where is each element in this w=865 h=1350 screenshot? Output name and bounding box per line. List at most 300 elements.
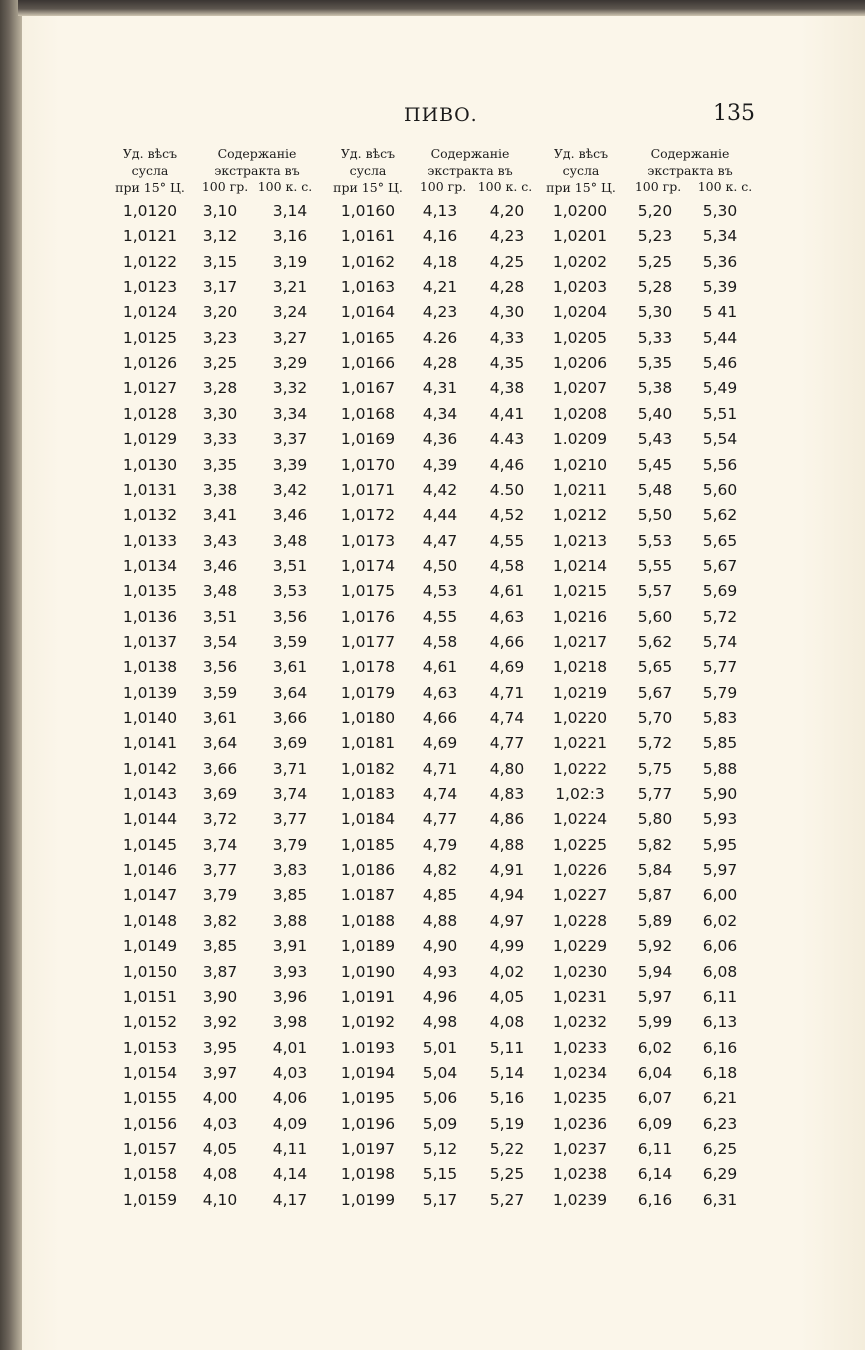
table-row	[0, 785, 865, 810]
table-row	[0, 405, 865, 430]
cell-ekstrakt-100gr-1: 3,72	[202, 810, 238, 829]
cell-ud-ves-1: 1,0138	[122, 658, 178, 677]
cell-ud-ves-3: 1.0209	[552, 430, 608, 449]
cell-ekstrakt-100ks-2: 4,28	[489, 278, 525, 297]
cell-ud-ves-1: 1,0155	[122, 1089, 178, 1108]
cell-ud-ves-2: 1,0160	[340, 202, 396, 220]
cell-ekstrakt-100gr-3: 6,07	[637, 1089, 673, 1108]
cell-ud-ves-2: 1,0169	[340, 430, 396, 449]
cell-ud-ves-3: 1,0211	[552, 480, 608, 499]
cell-ekstrakt-100ks-3: 5,44	[702, 328, 738, 347]
cell-ekstrakt-100gr-2: 4,28	[422, 354, 458, 373]
cell-ud-ves-1: 1,0150	[122, 962, 178, 981]
cell-ekstrakt-100ks-2: 4,55	[489, 531, 525, 550]
table-row	[0, 886, 865, 911]
cell-ud-ves-3: 1,0221	[552, 734, 608, 753]
cell-ekstrakt-100ks-3: 6,02	[702, 911, 738, 930]
cell-ekstrakt-100gr-3: 5,25	[637, 252, 673, 271]
cell-ekstrakt-100gr-3: 5,33	[637, 328, 673, 347]
cell-ekstrakt-100ks-2: 5,14	[489, 1063, 525, 1082]
table-row	[0, 658, 865, 683]
cell-ud-ves-2: 1,0189	[340, 937, 396, 956]
cell-ekstrakt-100gr-1: 3,69	[202, 785, 238, 804]
table-row	[0, 633, 865, 658]
cell-ekstrakt-100ks-3: 5,36	[702, 252, 738, 271]
cell-ud-ves-1: 1,0136	[122, 607, 178, 626]
table-row	[0, 963, 865, 988]
table-row	[0, 836, 865, 861]
cell-ud-ves-3: 1,0225	[552, 835, 608, 854]
table-row	[0, 557, 865, 582]
subheader-100gr-3: 100 гр.	[634, 179, 682, 194]
cell-ekstrakt-100gr-2: 4,85	[422, 886, 458, 905]
table-row	[0, 1039, 865, 1064]
cell-ekstrakt-100gr-2: 4,96	[422, 987, 458, 1006]
cell-ekstrakt-100gr-1: 3,38	[202, 480, 238, 499]
cell-ekstrakt-100ks-1: 4,01	[272, 1038, 308, 1057]
table-row	[0, 1064, 865, 1089]
cell-ekstrakt-100gr-2: 5,17	[422, 1190, 458, 1209]
cell-ekstrakt-100gr-2: 4,93	[422, 962, 458, 981]
cell-ekstrakt-100gr-1: 3,10	[202, 202, 238, 220]
cell-ekstrakt-100ks-1: 3,16	[272, 227, 308, 246]
cell-ekstrakt-100ks-3: 6,23	[702, 1114, 738, 1133]
cell-ud-ves-3: 1,0238	[552, 1165, 608, 1184]
cell-ekstrakt-100ks-3: 5,90	[702, 785, 738, 804]
cell-ekstrakt-100ks-2: 4,61	[489, 582, 525, 601]
cell-ud-ves-3: 1,0204	[552, 303, 608, 322]
cell-ekstrakt-100gr-1: 3,87	[202, 962, 238, 981]
cell-ekstrakt-100ks-2: 4,38	[489, 379, 525, 398]
cell-ekstrakt-100ks-3: 5,74	[702, 632, 738, 651]
cell-ud-ves-3: 1,0205	[552, 328, 608, 347]
cell-ekstrakt-100ks-2: 4,66	[489, 632, 525, 651]
cell-ud-ves-2: 1,0170	[340, 455, 396, 474]
cell-ud-ves-3: 1,0202	[552, 252, 608, 271]
cell-ekstrakt-100ks-1: 3,83	[272, 861, 308, 880]
cell-ud-ves-1: 1,0142	[122, 759, 178, 778]
cell-ekstrakt-100gr-1: 3,85	[202, 937, 238, 956]
cell-ekstrakt-100gr-1: 4,03	[202, 1114, 238, 1133]
cell-ekstrakt-100gr-2: 4,21	[422, 278, 458, 297]
cell-ekstrakt-100ks-2: 4,23	[489, 227, 525, 246]
cell-ekstrakt-100gr-2: 4,53	[422, 582, 458, 601]
cell-ekstrakt-100ks-1: 3,88	[272, 911, 308, 930]
cell-ud-ves-1: 1,0137	[122, 632, 178, 651]
cell-ud-ves-3: 1,0218	[552, 658, 608, 677]
cell-ud-ves-3: 1,0203	[552, 278, 608, 297]
cell-ekstrakt-100ks-1: 3,64	[272, 683, 308, 702]
cell-ekstrakt-100gr-3: 5,94	[637, 962, 673, 981]
cell-ud-ves-1: 1,0121	[122, 227, 178, 246]
cell-ekstrakt-100gr-3: 6,16	[637, 1190, 673, 1209]
cell-ekstrakt-100gr-3: 5,70	[637, 709, 673, 727]
cell-ekstrakt-100gr-3: 5,92	[637, 937, 673, 956]
cell-ekstrakt-100ks-3: 6,21	[702, 1089, 738, 1108]
cell-ekstrakt-100gr-1: 3,59	[202, 683, 238, 702]
cell-ud-ves-1: 1,0153	[122, 1038, 178, 1057]
table-row	[0, 430, 865, 455]
cell-ekstrakt-100ks-3: 5,77	[702, 658, 738, 677]
cell-ekstrakt-100ks-1: 3,51	[272, 556, 308, 575]
cell-ud-ves-1: 1,0144	[122, 810, 178, 829]
cell-ekstrakt-100ks-2: 4,05	[489, 987, 525, 1006]
cell-ud-ves-3: 1,0207	[552, 379, 608, 398]
cell-ud-ves-2: 1,0197	[340, 1139, 396, 1158]
cell-ekstrakt-100gr-1: 3,25	[202, 354, 238, 373]
cell-ud-ves-3: 1,0217	[552, 632, 608, 651]
cell-ud-ves-1: 1,0133	[122, 531, 178, 550]
cell-ekstrakt-100ks-3: 6,13	[702, 1013, 738, 1032]
cell-ekstrakt-100gr-1: 3,33	[202, 430, 238, 449]
subheader-100gr-1: 100 гр.	[201, 179, 249, 194]
cell-ekstrakt-100gr-1: 3,92	[202, 1013, 238, 1032]
cell-ud-ves-2: 1.0193	[340, 1038, 396, 1057]
cell-ekstrakt-100ks-2: 4,08	[489, 1013, 525, 1032]
cell-ekstrakt-100ks-1: 3,96	[272, 987, 308, 1006]
cell-ekstrakt-100ks-3: 5,54	[702, 430, 738, 449]
cell-ekstrakt-100gr-3: 5,50	[637, 506, 673, 525]
subheader-100gr-2: 100 гр.	[419, 179, 467, 194]
cell-ekstrakt-100gr-3: 5,60	[637, 607, 673, 626]
cell-ud-ves-1: 1,0123	[122, 278, 178, 297]
cell-ud-ves-2: 1,0178	[340, 658, 396, 677]
cell-ekstrakt-100gr-2: 4,63	[422, 683, 458, 702]
cell-ekstrakt-100ks-3: 5,79	[702, 683, 738, 702]
cell-ud-ves-3: 1,0227	[552, 886, 608, 905]
cell-ekstrakt-100gr-1: 3,54	[202, 632, 238, 651]
cell-ud-ves-2: 1,0166	[340, 354, 396, 373]
cell-ud-ves-2: 1,0165	[340, 328, 396, 347]
cell-ekstrakt-100gr-1: 3,90	[202, 987, 238, 1006]
cell-ekstrakt-100gr-1: 3,97	[202, 1063, 238, 1082]
cell-ud-ves-2: 1,0180	[340, 709, 396, 727]
cell-ud-ves-1: 1,0151	[122, 987, 178, 1006]
cell-ekstrakt-100gr-3: 6,02	[637, 1038, 673, 1057]
cell-ud-ves-1: 1,0149	[122, 937, 178, 956]
cell-ud-ves-2: 1,0168	[340, 404, 396, 423]
cell-ekstrakt-100gr-2: 4,82	[422, 861, 458, 880]
table-row	[0, 1089, 865, 1114]
table-row	[0, 937, 865, 962]
cell-ekstrakt-100gr-1: 3,79	[202, 886, 238, 905]
cell-ekstrakt-100gr-1: 3,56	[202, 658, 238, 677]
cell-ekstrakt-100ks-3: 6,31	[702, 1190, 738, 1209]
cell-ekstrakt-100gr-3: 5,55	[637, 556, 673, 575]
cell-ekstrakt-100ks-1: 3,85	[272, 886, 308, 905]
cell-ekstrakt-100ks-3: 5,72	[702, 607, 738, 626]
cell-ud-ves-3: 1,0224	[552, 810, 608, 829]
cell-ekstrakt-100ks-1: 3,61	[272, 658, 308, 677]
table-row	[0, 861, 865, 886]
cell-ekstrakt-100ks-1: 4,03	[272, 1063, 308, 1082]
cell-ekstrakt-100gr-1: 3,23	[202, 328, 238, 347]
cell-ud-ves-3: 1,0231	[552, 987, 608, 1006]
cell-ekstrakt-100gr-1: 3,82	[202, 911, 238, 930]
cell-ekstrakt-100ks-1: 3,32	[272, 379, 308, 398]
header-ud-2: Уд. вѣсъ сусла при 15° Ц.	[333, 146, 403, 195]
table-row	[0, 1115, 865, 1140]
cell-ekstrakt-100ks-3: 5,60	[702, 480, 738, 499]
cell-ud-ves-2: 1,0196	[340, 1114, 396, 1133]
cell-ekstrakt-100gr-2: 4,66	[422, 709, 458, 727]
cell-ud-ves-3: 1,0201	[552, 227, 608, 246]
cell-ekstrakt-100gr-1: 3,15	[202, 252, 238, 271]
cell-ekstrakt-100gr-1: 3,12	[202, 227, 238, 246]
cell-ekstrakt-100gr-3: 5,23	[637, 227, 673, 246]
cell-ekstrakt-100ks-2: 4,30	[489, 303, 525, 322]
cell-ud-ves-3: 1,0232	[552, 1013, 608, 1032]
table-row	[0, 684, 865, 709]
cell-ekstrakt-100gr-3: 5,84	[637, 861, 673, 880]
cell-ekstrakt-100ks-1: 3,53	[272, 582, 308, 601]
cell-ekstrakt-100ks-1: 3,48	[272, 531, 308, 550]
cell-ud-ves-3: 1,0200	[552, 202, 608, 220]
cell-ekstrakt-100ks-2: 4,41	[489, 404, 525, 423]
cell-ekstrakt-100ks-2: 4,88	[489, 835, 525, 854]
table-row	[0, 532, 865, 557]
cell-ekstrakt-100ks-1: 4,11	[272, 1139, 308, 1158]
cell-ekstrakt-100ks-1: 3,42	[272, 480, 308, 499]
cell-ekstrakt-100ks-3: 5,88	[702, 759, 738, 778]
subheader-100ks-3: 100 к. с.	[697, 179, 753, 194]
table-row	[0, 354, 865, 379]
cell-ekstrakt-100gr-1: 3,43	[202, 531, 238, 550]
cell-ekstrakt-100ks-3: 6,18	[702, 1063, 738, 1082]
cell-ud-ves-3: 1,0229	[552, 937, 608, 956]
table-row	[0, 709, 865, 734]
cell-ekstrakt-100gr-1: 3,30	[202, 404, 238, 423]
table-row	[0, 253, 865, 278]
cell-ekstrakt-100gr-3: 5,48	[637, 480, 673, 499]
cell-ekstrakt-100gr-2: 4,90	[422, 937, 458, 956]
cell-ud-ves-3: 1,0206	[552, 354, 608, 373]
subheader-100ks-2: 100 к. с.	[477, 179, 533, 194]
cell-ud-ves-3: 1,0220	[552, 709, 608, 727]
table-row	[0, 760, 865, 785]
cell-ud-ves-1: 1,0131	[122, 480, 178, 499]
cell-ud-ves-2: 1,0164	[340, 303, 396, 322]
table-row	[0, 278, 865, 303]
cell-ekstrakt-100ks-2: 4.50	[489, 480, 525, 499]
cell-ud-ves-1: 1,0134	[122, 556, 178, 575]
cell-ud-ves-1: 1,0146	[122, 861, 178, 880]
cell-ud-ves-2: 1,0163	[340, 278, 396, 297]
cell-ekstrakt-100ks-2: 4,20	[489, 202, 525, 220]
cell-ekstrakt-100gr-2: 4,44	[422, 506, 458, 525]
cell-ekstrakt-100gr-1: 3,95	[202, 1038, 238, 1057]
cell-ud-ves-2: 1,0194	[340, 1063, 396, 1082]
cell-ekstrakt-100ks-1: 3,93	[272, 962, 308, 981]
cell-ud-ves-3: 1,02:3	[555, 785, 605, 804]
cell-ekstrakt-100ks-2: 4,94	[489, 886, 525, 905]
cell-ud-ves-1: 1,0128	[122, 404, 178, 423]
cell-ekstrakt-100gr-2: 4,55	[422, 607, 458, 626]
cell-ekstrakt-100gr-3: 5,89	[637, 911, 673, 930]
cell-ekstrakt-100gr-2: 4,23	[422, 303, 458, 322]
cell-ekstrakt-100gr-2: 5,06	[422, 1089, 458, 1108]
cell-ud-ves-2: 1,0171	[340, 480, 396, 499]
table-row	[0, 582, 865, 607]
cell-ud-ves-3: 1,0233	[552, 1038, 608, 1057]
cell-ekstrakt-100ks-3: 5,49	[702, 379, 738, 398]
cell-ud-ves-3: 1,0235	[552, 1089, 608, 1108]
cell-ekstrakt-100gr-3: 5,82	[637, 835, 673, 854]
cell-ekstrakt-100ks-3: 6,00	[702, 886, 738, 905]
cell-ekstrakt-100ks-2: 5,27	[489, 1190, 525, 1209]
cell-ekstrakt-100ks-1: 3,46	[272, 506, 308, 525]
table-row	[0, 481, 865, 506]
cell-ud-ves-2: 1,0191	[340, 987, 396, 1006]
cell-ud-ves-3: 1,0215	[552, 582, 608, 601]
cell-ekstrakt-100ks-2: 4,74	[489, 709, 525, 727]
cell-ekstrakt-100gr-3: 5,38	[637, 379, 673, 398]
cell-ud-ves-2: 1,0183	[340, 785, 396, 804]
cell-ekstrakt-100gr-3: 5,45	[637, 455, 673, 474]
cell-ekstrakt-100gr-3: 5,62	[637, 632, 673, 651]
cell-ud-ves-3: 1,0234	[552, 1063, 608, 1082]
cell-ekstrakt-100gr-2: 4.26	[422, 328, 458, 347]
table-row	[0, 810, 865, 835]
table-row	[0, 912, 865, 937]
cell-ekstrakt-100gr-2: 4,88	[422, 911, 458, 930]
cell-ud-ves-1: 1,0120	[122, 202, 178, 220]
table-row	[0, 456, 865, 481]
cell-ekstrakt-100gr-3: 5,77	[637, 785, 673, 804]
cell-ekstrakt-100ks-1: 3,71	[272, 759, 308, 778]
cell-ud-ves-2: 1,0199	[340, 1190, 396, 1209]
cell-ekstrakt-100ks-1: 3,14	[272, 202, 308, 220]
cell-ekstrakt-100ks-3: 5,39	[702, 278, 738, 297]
cell-ud-ves-2: 1,0161	[340, 227, 396, 246]
cell-ekstrakt-100ks-1: 3,29	[272, 354, 308, 373]
cell-ekstrakt-100gr-1: 3,17	[202, 278, 238, 297]
cell-ud-ves-1: 1,0143	[122, 785, 178, 804]
header-sod-3: Содержаніе экстракта въ	[647, 146, 733, 178]
cell-ekstrakt-100gr-2: 4,13	[422, 202, 458, 220]
cell-ekstrakt-100ks-2: 5,11	[489, 1038, 525, 1057]
cell-ekstrakt-100gr-2: 4,39	[422, 455, 458, 474]
cell-ekstrakt-100ks-3: 5,51	[702, 404, 738, 423]
cell-ekstrakt-100gr-1: 4,00	[202, 1089, 238, 1108]
cell-ekstrakt-100ks-3: 6,25	[702, 1139, 738, 1158]
cell-ekstrakt-100ks-2: 4,35	[489, 354, 525, 373]
cell-ekstrakt-100gr-3: 5,65	[637, 658, 673, 677]
cell-ekstrakt-100ks-1: 3,21	[272, 278, 308, 297]
cell-ekstrakt-100gr-2: 4,47	[422, 531, 458, 550]
cell-ud-ves-1: 1,0145	[122, 835, 178, 854]
cell-ekstrakt-100ks-3: 5,34	[702, 227, 738, 246]
header-sod-1: Содержаніе экстракта въ	[214, 146, 300, 178]
cell-ekstrakt-100ks-2: 4,58	[489, 556, 525, 575]
cell-ekstrakt-100gr-1: 3,61	[202, 709, 238, 727]
cell-ekstrakt-100ks-1: 3,59	[272, 632, 308, 651]
cell-ekstrakt-100ks-3: 5,95	[702, 835, 738, 854]
cell-ekstrakt-100gr-3: 5,43	[637, 430, 673, 449]
cell-ekstrakt-100gr-3: 6,11	[637, 1139, 673, 1158]
cell-ud-ves-2: 1,0172	[340, 506, 396, 525]
cell-ud-ves-3: 1,0208	[552, 404, 608, 423]
cell-ekstrakt-100gr-2: 5,09	[422, 1114, 458, 1133]
cell-ekstrakt-100ks-3: 5,93	[702, 810, 738, 829]
cell-ekstrakt-100ks-1: 3,98	[272, 1013, 308, 1032]
table-row	[0, 1013, 865, 1038]
cell-ekstrakt-100gr-3: 5,28	[637, 278, 673, 297]
table-row	[0, 202, 865, 227]
cell-ud-ves-2: 1,0173	[340, 531, 396, 550]
cell-ekstrakt-100gr-2: 4,31	[422, 379, 458, 398]
cell-ekstrakt-100ks-2: 4,91	[489, 861, 525, 880]
cell-ekstrakt-100ks-1: 4,06	[272, 1089, 308, 1108]
cell-ekstrakt-100gr-2: 4,58	[422, 632, 458, 651]
cell-ekstrakt-100gr-1: 4,08	[202, 1165, 238, 1184]
cell-ekstrakt-100ks-2: 5,19	[489, 1114, 525, 1133]
cell-ekstrakt-100gr-2: 4,50	[422, 556, 458, 575]
cell-ud-ves-1: 1,0156	[122, 1114, 178, 1133]
cell-ekstrakt-100gr-2: 4,36	[422, 430, 458, 449]
cell-ekstrakt-100ks-1: 4,17	[272, 1190, 308, 1209]
cell-ekstrakt-100ks-1: 4,09	[272, 1114, 308, 1133]
cell-ekstrakt-100ks-2: 5,25	[489, 1165, 525, 1184]
cell-ud-ves-3: 1,0228	[552, 911, 608, 930]
cell-ekstrakt-100ks-1: 3,74	[272, 785, 308, 804]
cell-ekstrakt-100gr-2: 4,18	[422, 252, 458, 271]
cell-ud-ves-3: 1,0236	[552, 1114, 608, 1133]
cell-ekstrakt-100gr-1: 3,20	[202, 303, 238, 322]
cell-ud-ves-3: 1,0216	[552, 607, 608, 626]
header-sod-2: Содержаніе экстракта въ	[427, 146, 513, 178]
cell-ekstrakt-100ks-3: 5,30	[702, 202, 738, 220]
cell-ekstrakt-100gr-3: 5,75	[637, 759, 673, 778]
cell-ud-ves-1: 1,0129	[122, 430, 178, 449]
cell-ud-ves-1: 1,0126	[122, 354, 178, 373]
cell-ekstrakt-100gr-3: 5,20	[637, 202, 673, 220]
cell-ekstrakt-100ks-2: 5,22	[489, 1139, 525, 1158]
cell-ekstrakt-100gr-2: 5,01	[422, 1038, 458, 1057]
cell-ekstrakt-100ks-1: 3,37	[272, 430, 308, 449]
cell-ekstrakt-100gr-2: 4,77	[422, 810, 458, 829]
cell-ud-ves-1: 1,0125	[122, 328, 178, 347]
cell-ud-ves-3: 1,0210	[552, 455, 608, 474]
cell-ekstrakt-100gr-3: 5,80	[637, 810, 673, 829]
cell-ud-ves-1: 1,0122	[122, 252, 178, 271]
cell-ud-ves-1: 1,0154	[122, 1063, 178, 1082]
table-row	[0, 988, 865, 1013]
cell-ekstrakt-100ks-2: 4,86	[489, 810, 525, 829]
cell-ud-ves-2: 1,0177	[340, 632, 396, 651]
table-row	[0, 1165, 865, 1190]
cell-ekstrakt-100ks-1: 3,79	[272, 835, 308, 854]
cell-ekstrakt-100gr-2: 4,98	[422, 1013, 458, 1032]
cell-ekstrakt-100gr-3: 5,35	[637, 354, 673, 373]
cell-ud-ves-1: 1,0135	[122, 582, 178, 601]
table-row	[0, 1191, 865, 1216]
cell-ekstrakt-100ks-2: 5,16	[489, 1089, 525, 1108]
cell-ekstrakt-100ks-1: 3,19	[272, 252, 308, 271]
cell-ud-ves-2: 1,0192	[340, 1013, 396, 1032]
running-head: ПИВО.	[404, 104, 478, 126]
cell-ekstrakt-100gr-3: 5,67	[637, 683, 673, 702]
cell-ekstrakt-100ks-2: 4,80	[489, 759, 525, 778]
cell-ekstrakt-100ks-3: 5,83	[702, 709, 738, 727]
cell-ekstrakt-100gr-3: 5,40	[637, 404, 673, 423]
cell-ekstrakt-100ks-2: 4,97	[489, 911, 525, 930]
cell-ekstrakt-100ks-2: 4.43	[489, 430, 525, 449]
cell-ekstrakt-100gr-1: 3,46	[202, 556, 238, 575]
cell-ud-ves-3: 1,0237	[552, 1139, 608, 1158]
cell-ekstrakt-100gr-3: 6,04	[637, 1063, 673, 1082]
table-row	[0, 734, 865, 759]
